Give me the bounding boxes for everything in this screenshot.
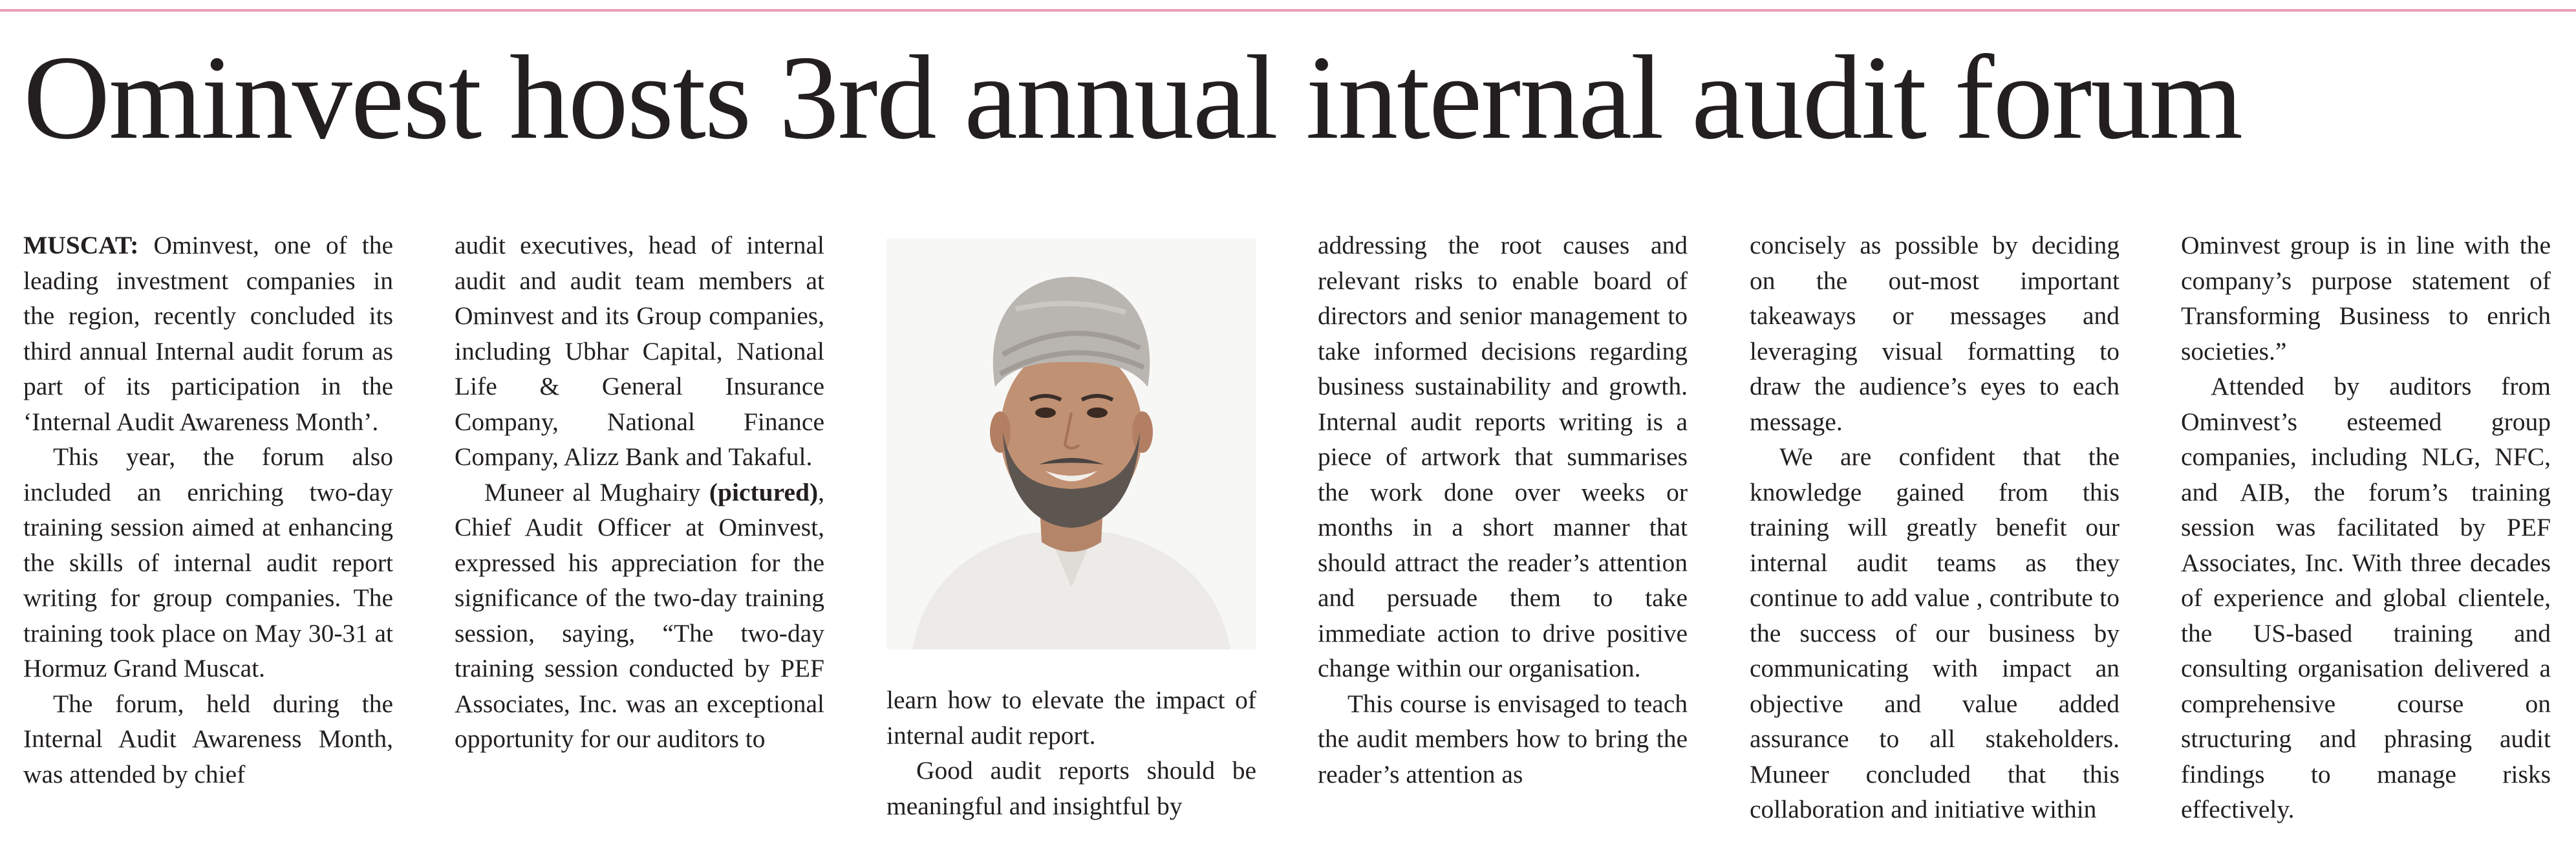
paragraph: We are confident that the knowledge gained from this training will greatly benefit our internal audit teams as they continue to add value , contribute to the success of our business by communicating with impact an objective and value added assurance to all stakeholders. Muneer concluded that this collaboration and initiative within (1750, 442, 2120, 823)
paragraph (23, 228, 393, 439)
paragraph: Ominvest group is in line with the company’s purpose statement of Transforming Business to enrich societies.” (2181, 231, 2551, 365)
article-column-5 (1750, 228, 2120, 827)
person-name: Muneer al Mughairy (484, 477, 701, 506)
article-column-2 (455, 228, 824, 757)
top-rule (0, 9, 2576, 12)
paragraph: The forum, held during the Internal Audit Awareness Month, was attended by chief (23, 689, 393, 788)
article-column-4 (1318, 228, 1688, 792)
portrait-illustration (886, 238, 1256, 649)
dateline: MUSCAT: (23, 231, 139, 259)
portrait-photo (886, 238, 1256, 649)
paragraph: Attended by auditors from Ominvest’s esteemed group companies, including NLG, NFC, and AIB, the forum’s training session was facilitated by PEF Associates, Inc. With three decades of experience and global clientele, the US-based training and consulting organisation delivered a comprehensive course on structuring and phrasing audit findings to manage risks effectively. (2181, 372, 2551, 823)
paragraph: This year, the forum also included an enriching two-day training session aimed at enhancing the skills of internal audit report writing for group companies. The training took place on May 30-31 at Hormuz Grand Muscat. (23, 442, 393, 682)
paragraph: audit executives, head of internal audit and audit team members at Ominvest and its Group companies, including Ubhar Capital, National Life & General Insurance Company, National Finance Company, Alizz Bank and Takaful. (455, 231, 824, 471)
article-column-1 (23, 228, 393, 792)
paragraph: concisely as possible by deciding on the out-most important takeaways or messages and leveraging visual formatting to draw the audience’s eyes to each message. (1750, 231, 2120, 436)
paragraph: This course is envisaged to teach the audit members how to bring the reader’s attention as (1318, 689, 1688, 788)
pictured-note: (pictured) (709, 477, 819, 506)
paragraph: Good audit reports should be meaningful and insightful by (886, 756, 1256, 820)
paragraph: addressing the root causes and relevant risks to enable board of directors and senior management to take informed decisions regarding business sustainability and growth. Internal audit reports writing is a piece of artwork that summarises the work done over weeks or months in a short manner that should attract the reader’s attention and persuade them to take immediate action to drive positive change within our organisation. (1318, 231, 1688, 682)
headline: Ominvest hosts 3rd annual internal audit forum (23, 31, 2242, 164)
paragraph-text: , Chief Audit Officer at Ominvest, expressed his appreciation for the significance of the two-day training session, saying, “The two-day training session conducted by PEF Associates, Inc. was an exceptional opportunity for our auditors to (455, 477, 824, 753)
paragraph: learn how to elevate the impact of internal audit report. (886, 686, 1256, 750)
article-column-6 (2181, 228, 2551, 827)
paragraph-text: Ominvest, one of the leading investment companies in the region, recently concluded its third annual Internal audit forum as part of its participation in the ‘Internal Audit Awareness Month’. (23, 231, 394, 436)
article-column-3 (886, 682, 1256, 823)
paragraph (455, 475, 824, 757)
